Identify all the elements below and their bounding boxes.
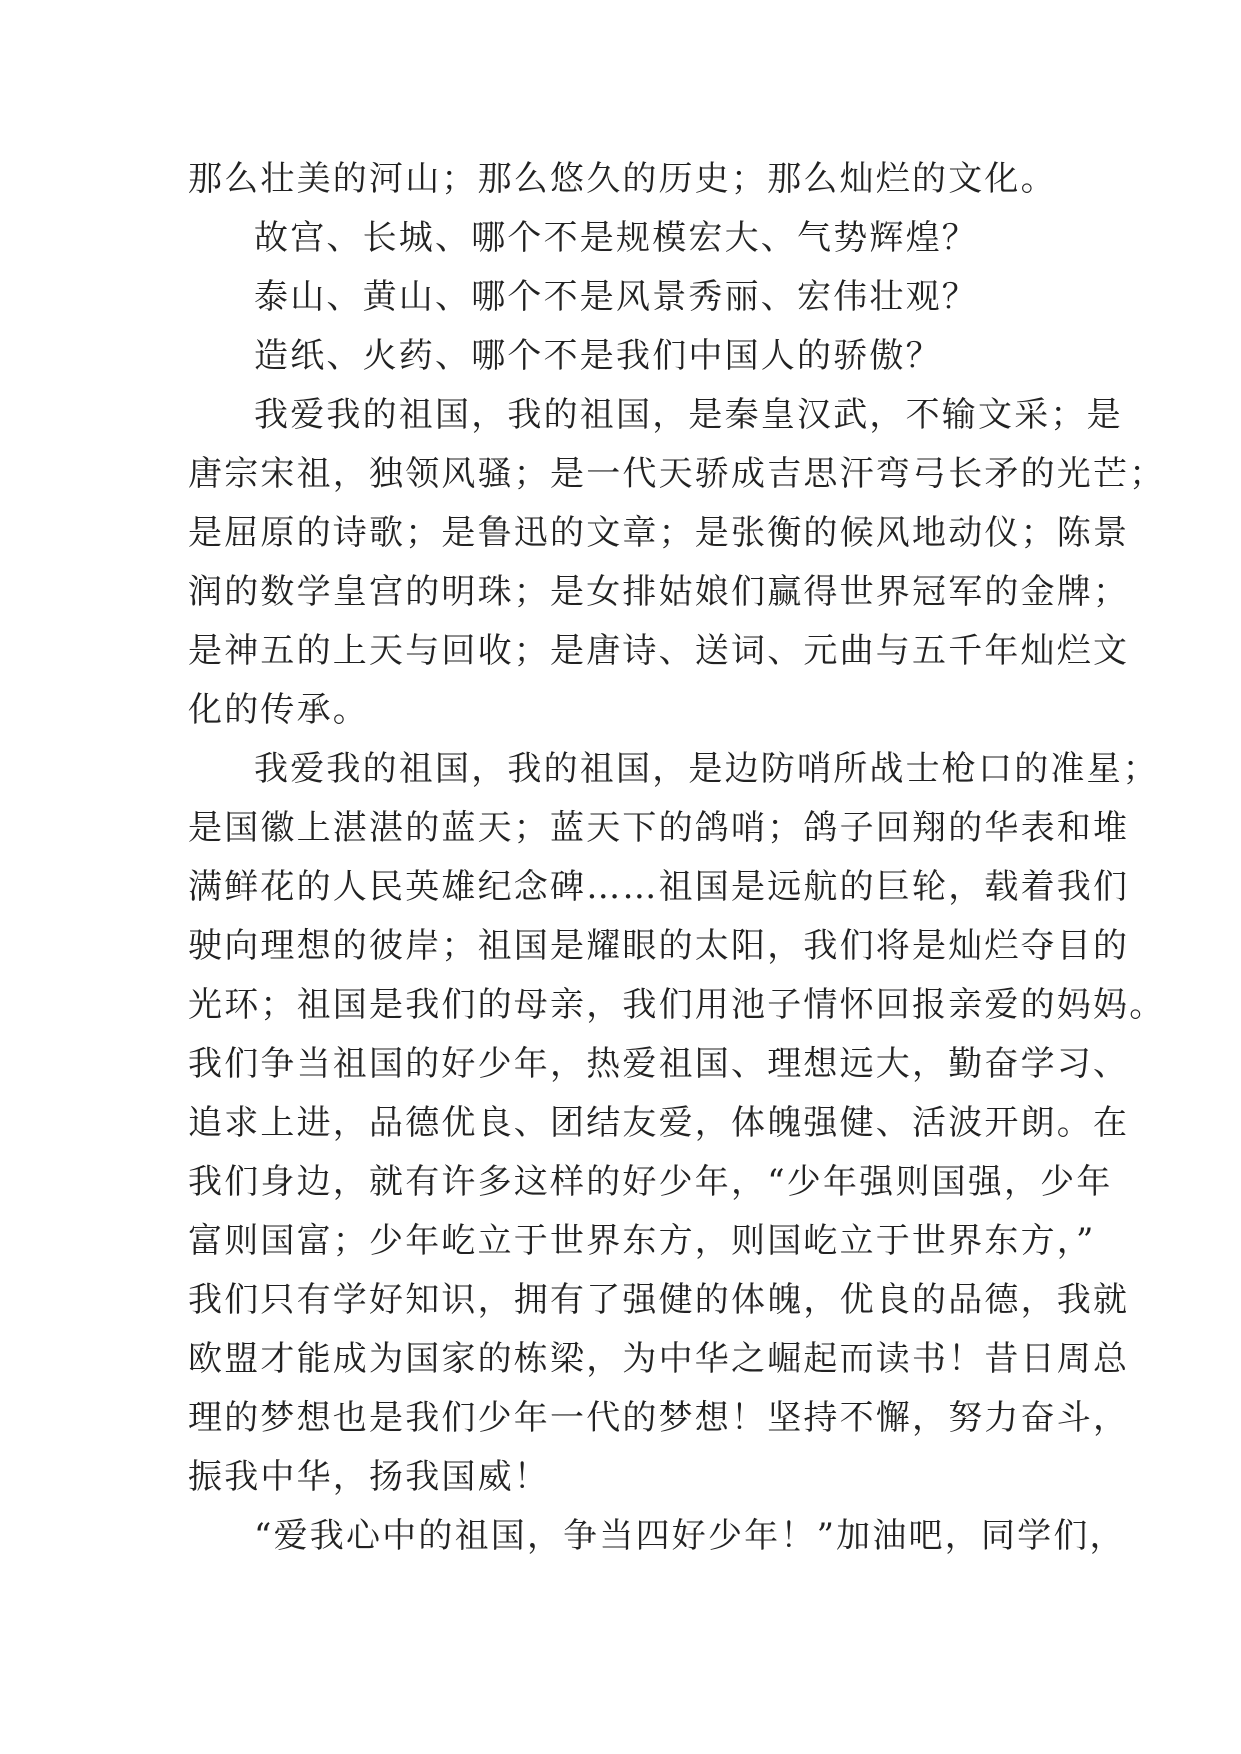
text-line: 那么壮美的河山；那么悠久的历史；那么灿烂的文化。 bbox=[188, 159, 1057, 199]
text-line: 造纸、火药、哪个不是我们中国人的骄傲？ bbox=[254, 336, 942, 376]
text-line: 是屈原的诗歌；是鲁迅的文章；是张衡的候风地动仪；陈景 bbox=[188, 513, 1130, 553]
text-line: 我爱我的祖国，我的祖国，是秦皇汉武，不输文采；是 bbox=[254, 395, 1123, 435]
text-line: 光环；祖国是我们的母亲，我们用池子情怀回报亲爱的妈妈。 bbox=[188, 985, 1166, 1025]
text-line: 我们身边，就有许多这样的好少年，“少年强则国强，少年 bbox=[188, 1162, 1113, 1202]
text-line: 泰山、黄山、哪个不是风景秀丽、宏伟壮观？ bbox=[254, 277, 978, 317]
text-line: 唐宗宋祖，独领风骚；是一代天骄成吉思汗弯弓长矛的光芒； bbox=[188, 454, 1166, 494]
text-line: 满鲜花的人民英雄纪念碑……祖国是远航的巨轮，载着我们 bbox=[188, 867, 1130, 907]
text-line: 润的数学皇宫的明珠；是女排姑娘们赢得世界冠军的金牌； bbox=[188, 572, 1130, 612]
body-text bbox=[188, 150, 1166, 1566]
text-line: 化的传承。 bbox=[188, 690, 369, 730]
text-line: 我们只有学好知识，拥有了强健的体魄，优良的品德，我就 bbox=[188, 1280, 1130, 1320]
text-line: “爱我心中的祖国，争当四好少年！”加油吧，同学们， bbox=[254, 1516, 1126, 1556]
text-line: 欧盟才能成为国家的栋梁，为中华之崛起而读书！昔日周总 bbox=[188, 1339, 1130, 1379]
text-line: 我爱我的祖国，我的祖国，是边防哨所战士枪口的准星； bbox=[254, 749, 1159, 789]
text-line: 富则国富；少年屹立于世界东方，则国屹立于世界东方，” bbox=[188, 1221, 1096, 1261]
text-line: 驶向理想的彼岸；祖国是耀眼的太阳，我们将是灿烂夺目的 bbox=[188, 926, 1130, 966]
text-line: 是国徽上湛湛的蓝天；蓝天下的鸽哨；鸽子回翔的华表和堆 bbox=[188, 808, 1130, 848]
text-line: 故宫、长城、哪个不是规模宏大、气势辉煌？ bbox=[254, 218, 978, 258]
text-line: 追求上进，品德优良、团结友爱，体魄强健、活波开朗。在 bbox=[188, 1103, 1130, 1143]
text-line: 是神五的上天与回收；是唐诗、送词、元曲与五千年灿烂文 bbox=[188, 631, 1130, 671]
text-line: 振我中华，扬我国威！ bbox=[188, 1457, 550, 1497]
text-line: 我们争当祖国的好少年，热爱祖国、理想远大，勤奋学习、 bbox=[188, 1044, 1130, 1084]
text-line: 理的梦想也是我们少年一代的梦想！坚持不懈，努力奋斗， bbox=[188, 1398, 1130, 1438]
